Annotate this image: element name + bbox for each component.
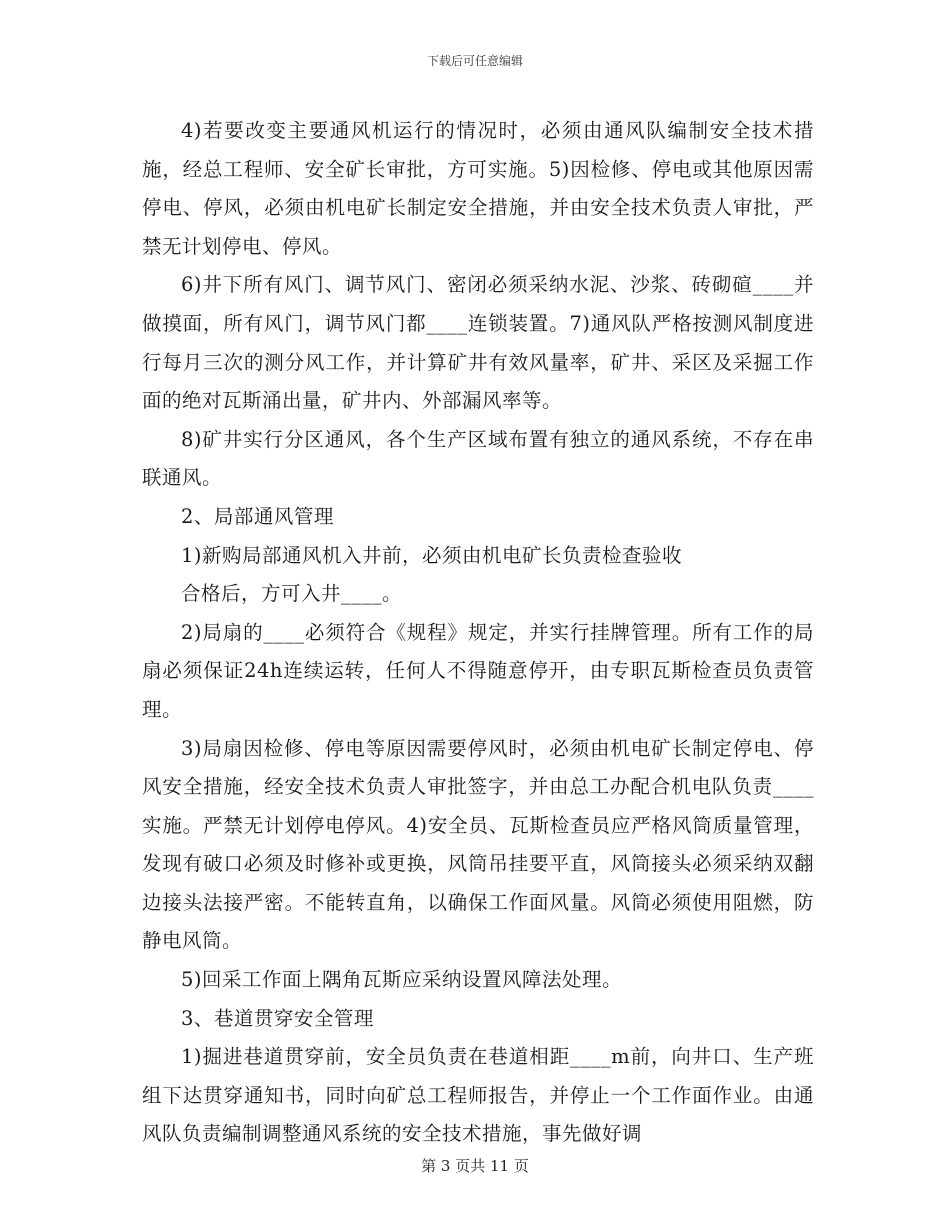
section-heading: 3、巷道贯穿安全管理 — [181, 1006, 374, 1030]
paragraph: 1)新购局部通风机入井前，必须由机电矿长负责检查验收 — [181, 543, 683, 567]
paragraph: 8)矿井实行分区通风，各个生产区域布置有独立的通风系统，不存在串联通风。 — [142, 427, 814, 490]
page-number-footer: 第 3 页共 11 页 — [421, 1157, 529, 1175]
paragraph: 合格后，方可入井____。 — [181, 582, 403, 606]
paragraph: 6)井下所有风门、调节风门、密闭必须采纳水泥、沙浆、砖砌碹____并做摸面，所有风门，调节风门都____连锁装置。7)通风队严格按测风制度进行每月三次的测分风工作，并计算矿井有效风量率，矿井、采区及采掘工作面的绝对瓦斯涌出量，矿井内、外部漏风率等。 — [142, 273, 814, 413]
paragraph: 4)若要改变主要通风机运行的情况时，必须由通风队编制安全技术措施，经总工程师、安全矿长审批，方可实施。5)因检修、停电或其他原因需停电、停风，必须由机电矿长制定安全措施，并由安全技术负责人审批，严禁无计划停电、停风。 — [142, 119, 814, 258]
paragraph: 2)局扇的____必须符合《规程》规定，并实行挂牌管理。所有工作的局扇必须保证24h连续运转，任何人不得随意停开，由专职瓦斯检查员负责管理。 — [142, 620, 814, 721]
document-body — [142, 112, 814, 1154]
section-heading: 2、局部通风管理 — [181, 504, 334, 528]
paragraph: 1)掘进巷道贯穿前，安全员负责在巷道相距____m前，向井口、生产班组下达贯穿通知书，同时向矿总工程师报告，并停止一个工作面作业。由通风队负责编制调整通风系统的安全技术措施，事先做好调 — [142, 1045, 814, 1146]
page-header-note: 下载后可任意编辑 — [426, 54, 523, 68]
paragraph: 3)局扇因检修、停电等原因需要停风时，必须由机电矿长制定停电、停风安全措施，经安全技术负责人审批签字，并由总工办配合机电队负责____实施。严禁无计划停电停风。4)安全员、瓦斯检查员应严格风筒质量管理，发现有破口必须及时修补或更换，风筒吊挂要平直，风筒接头必须采纳双翻边接头法接严密。不能转直角，以确保工作面风量。风筒必须使用阻燃，防静电风筒。 — [142, 736, 814, 953]
paragraph: 5)回采工作面上隅角瓦斯应采纳设置风障法处理。 — [181, 968, 623, 992]
